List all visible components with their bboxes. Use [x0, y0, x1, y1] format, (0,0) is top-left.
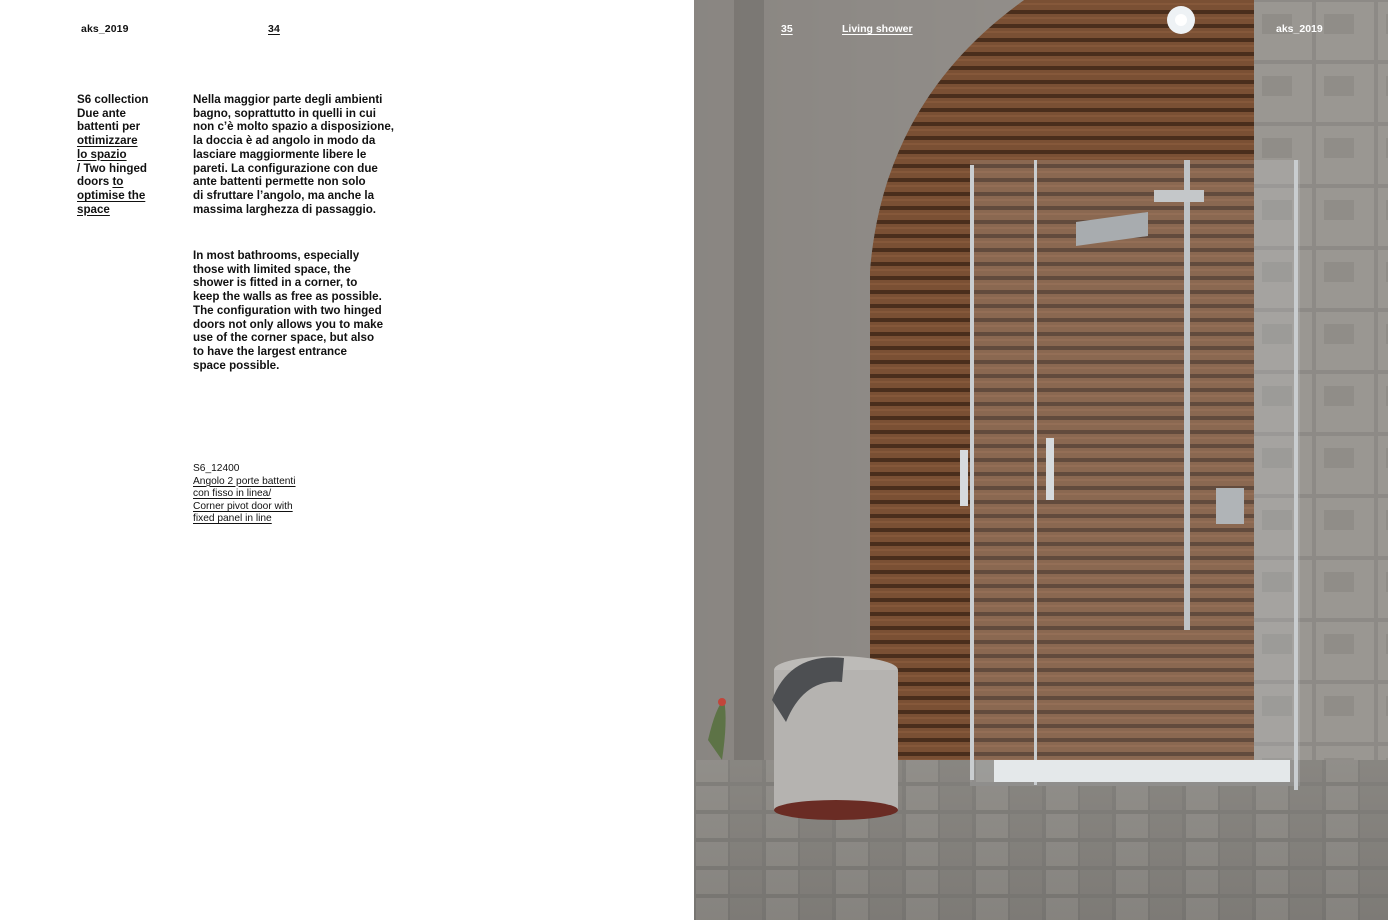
paragraph-line: doors not only allows you to make [193, 317, 384, 331]
page-number-left[interactable]: 34 [268, 23, 280, 35]
shower-column [1184, 160, 1190, 630]
glass-frame-left [970, 165, 974, 780]
paragraph-line: bagno, soprattutto in quelli in cui [193, 106, 376, 120]
side-title-line [77, 175, 177, 189]
paragraph-line: keep the walls as free as possible. [193, 290, 382, 304]
paragraph-line: Nella maggior parte degli ambienti [193, 93, 383, 106]
side-title-link[interactable]: space [77, 202, 110, 216]
product-description-link[interactable]: Angolo 2 porte battenti [193, 475, 296, 487]
side-title-link[interactable]: ottimizzare [77, 134, 138, 148]
product-description-link[interactable]: con fisso in linea/ [193, 488, 272, 500]
shower-room-photo [694, 0, 1388, 920]
paragraph-line: non c’è molto spazio a disposizione, [193, 120, 394, 134]
italian-paragraph [193, 93, 408, 216]
glass-frame-right [1294, 160, 1298, 790]
glass-enclosure [970, 160, 1300, 786]
right-page [694, 0, 1388, 920]
paragraph-line: ante battenti permette non solo [193, 175, 366, 189]
shower-arm [1154, 190, 1204, 202]
door-handle-left [960, 450, 968, 506]
paragraph-line: to have the largest entrance [193, 344, 347, 358]
paragraph-line: pareti. La configurazione con due [193, 161, 378, 175]
shower-mixer [1216, 488, 1244, 524]
section-title[interactable]: Living shower [842, 23, 913, 35]
side-title-link[interactable]: to [112, 175, 124, 189]
side-title-link[interactable]: lo spazio [77, 147, 127, 161]
cactus-flower [718, 698, 726, 706]
paragraph-line: massima larghezza di passaggio. [193, 202, 376, 216]
paragraph-line: In most bathrooms, especially [193, 249, 360, 262]
product-code: S6_12400 [193, 463, 240, 474]
ceiling-light-core [1175, 14, 1187, 26]
stool-base [774, 800, 898, 820]
shower-tray [994, 760, 1290, 782]
paragraph-line: la doccia è ad angolo in modo da [193, 134, 376, 148]
product-description-link[interactable]: Corner pivot door with [193, 500, 293, 512]
pillar-shadow [734, 0, 764, 770]
side-title-line: Due ante [77, 106, 126, 120]
side-title-line: battenti per [77, 120, 141, 134]
brand-header-left: aks_2019 [81, 23, 129, 35]
product-description-link[interactable]: fixed panel in line [193, 513, 272, 525]
side-title [77, 93, 177, 216]
product-caption [193, 463, 333, 526]
brand-header-right: aks_2019 [1276, 23, 1323, 35]
door-handle-right [1046, 438, 1054, 500]
side-title-line: S6 collection [77, 93, 149, 106]
side-title-link[interactable]: optimise the [77, 188, 146, 202]
side-title-doors-prefix: doors [77, 175, 113, 189]
paragraph-line: The configuration with two hinged [193, 303, 382, 317]
page-number-right[interactable]: 35 [781, 23, 793, 35]
paragraph-line: use of the corner space, but also [193, 331, 375, 345]
paragraph-line: di sfruttare l’angolo, ma anche la [193, 188, 375, 202]
paragraph-line: lasciare maggiormente libere le [193, 147, 367, 161]
glass-frame-center [1034, 160, 1037, 785]
paragraph-line: shower is fitted in a corner, to [193, 276, 358, 290]
english-paragraph [193, 249, 408, 372]
side-title-line: / Two hinged [77, 161, 147, 175]
paragraph-line: space possible. [193, 358, 280, 372]
paragraph-line: those with limited space, the [193, 262, 351, 276]
